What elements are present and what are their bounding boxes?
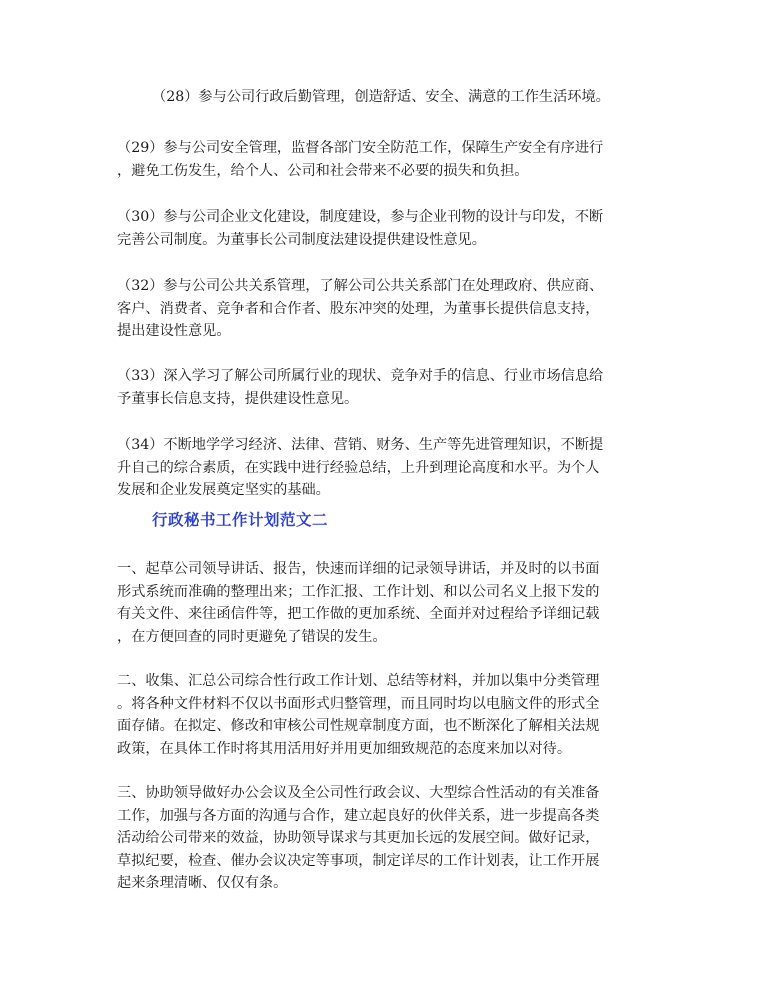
text-line: 工作，加强与各方面的沟通与合作，建立起良好的伙伴关系，进一步提高各类 bbox=[117, 807, 600, 824]
text-line: 客户、消费者、竞争者和合作者、股东冲突的处理，为董事长提供信息支持， bbox=[117, 300, 600, 317]
text-line: 形式系统而准确的整理出来；工作汇报、工作计划、和以公司名义上报下发的 bbox=[117, 583, 600, 600]
section-heading: 行政秘书工作计划范文二 bbox=[152, 510, 329, 529]
text-line: （30）参与公司企业文化建设，制度建设，参与企业刊物的设计与印发，不断 bbox=[117, 209, 604, 225]
text-line: 。将各种文件材料不仅以书面形式归整管理，而且同时均以电脑文件的形式全 bbox=[117, 695, 600, 712]
paragraph-28 bbox=[152, 86, 682, 109]
text-line: 提出建设性意见。 bbox=[117, 323, 231, 339]
text-line: 有关文件、来往函信件等，把工作做的更加系统、全面并对过程给予详细记载 bbox=[117, 606, 600, 622]
text-line: （28）参与公司行政后勤管理，创造舒适、安全、满意的工作生活环境。 bbox=[152, 89, 610, 105]
text-line: ，避免工伤发生，给个人、公司和社会带来不必要的损失和负担。 bbox=[117, 162, 529, 179]
text-line: 一、起草公司领导讲话、报告，快速而详细的记录领导讲话，并及时的以书面 bbox=[117, 561, 600, 577]
text-line: 起来条理清晰、仅仅有条。 bbox=[117, 875, 288, 891]
text-line: （32）参与公司公共关系管理，了解公司公共关系部门在处理政府、供应商、 bbox=[117, 278, 604, 294]
text-line: 草拟纪要，检查、催办会议决定等事项，制定详尽的工作计划表，让工作开展 bbox=[117, 852, 600, 869]
text-line: 二、收集、汇总公司综合性行政工作计划、总结等材料，并加以集中分类管理 bbox=[117, 673, 600, 689]
text-line: （34）不断地学学习经济、法律、营销、财务、生产等先进管理知识，不断提 bbox=[117, 437, 604, 453]
text-line: （33）深入学习了解公司所属行业的现状、竞争对手的信息、行业市场信息给 bbox=[117, 368, 604, 384]
text-line: 升自己的综合素质，在实践中进行经验总结，上升到理论高度和水平。为个人 bbox=[117, 459, 600, 476]
text-line: 发展和企业发展奠定坚实的基础。 bbox=[117, 482, 330, 498]
text-line: 予董事长信息支持，提供建设性意见。 bbox=[117, 390, 359, 407]
text-line: 面存储。在拟定、修改和审核公司性规章制度方面，也不断深化了解相关法规 bbox=[117, 718, 600, 734]
section-item-2 bbox=[117, 670, 647, 760]
text-line: ，在方便回查的同时更避免了错误的发生。 bbox=[117, 628, 387, 645]
paragraph-30 bbox=[117, 206, 647, 251]
section-item-3 bbox=[117, 782, 647, 895]
paragraph-29 bbox=[117, 137, 647, 182]
paragraph-33 bbox=[117, 365, 647, 410]
text-line: 完善公司制度。为董事长公司制度法建设提供建设性意见。 bbox=[117, 231, 486, 248]
paragraph-32 bbox=[117, 275, 647, 343]
section-item-1 bbox=[117, 558, 647, 648]
text-line: 活动给公司带来的效益，协助领导谋求与其更加长远的发展空间。做好记录， bbox=[117, 830, 600, 846]
text-line: 政策，在具体工作时将其用活用好并用更加细致规范的态度来加以对待。 bbox=[117, 740, 572, 757]
text-line: （29）参与公司安全管理，监督各部门安全防范工作，保障生产安全有序进行 bbox=[117, 140, 604, 156]
text-line: 三、协助领导做好办公会议及全公司性行政会议、大型综合性活动的有关准备 bbox=[117, 785, 600, 801]
paragraph-34 bbox=[117, 434, 647, 502]
